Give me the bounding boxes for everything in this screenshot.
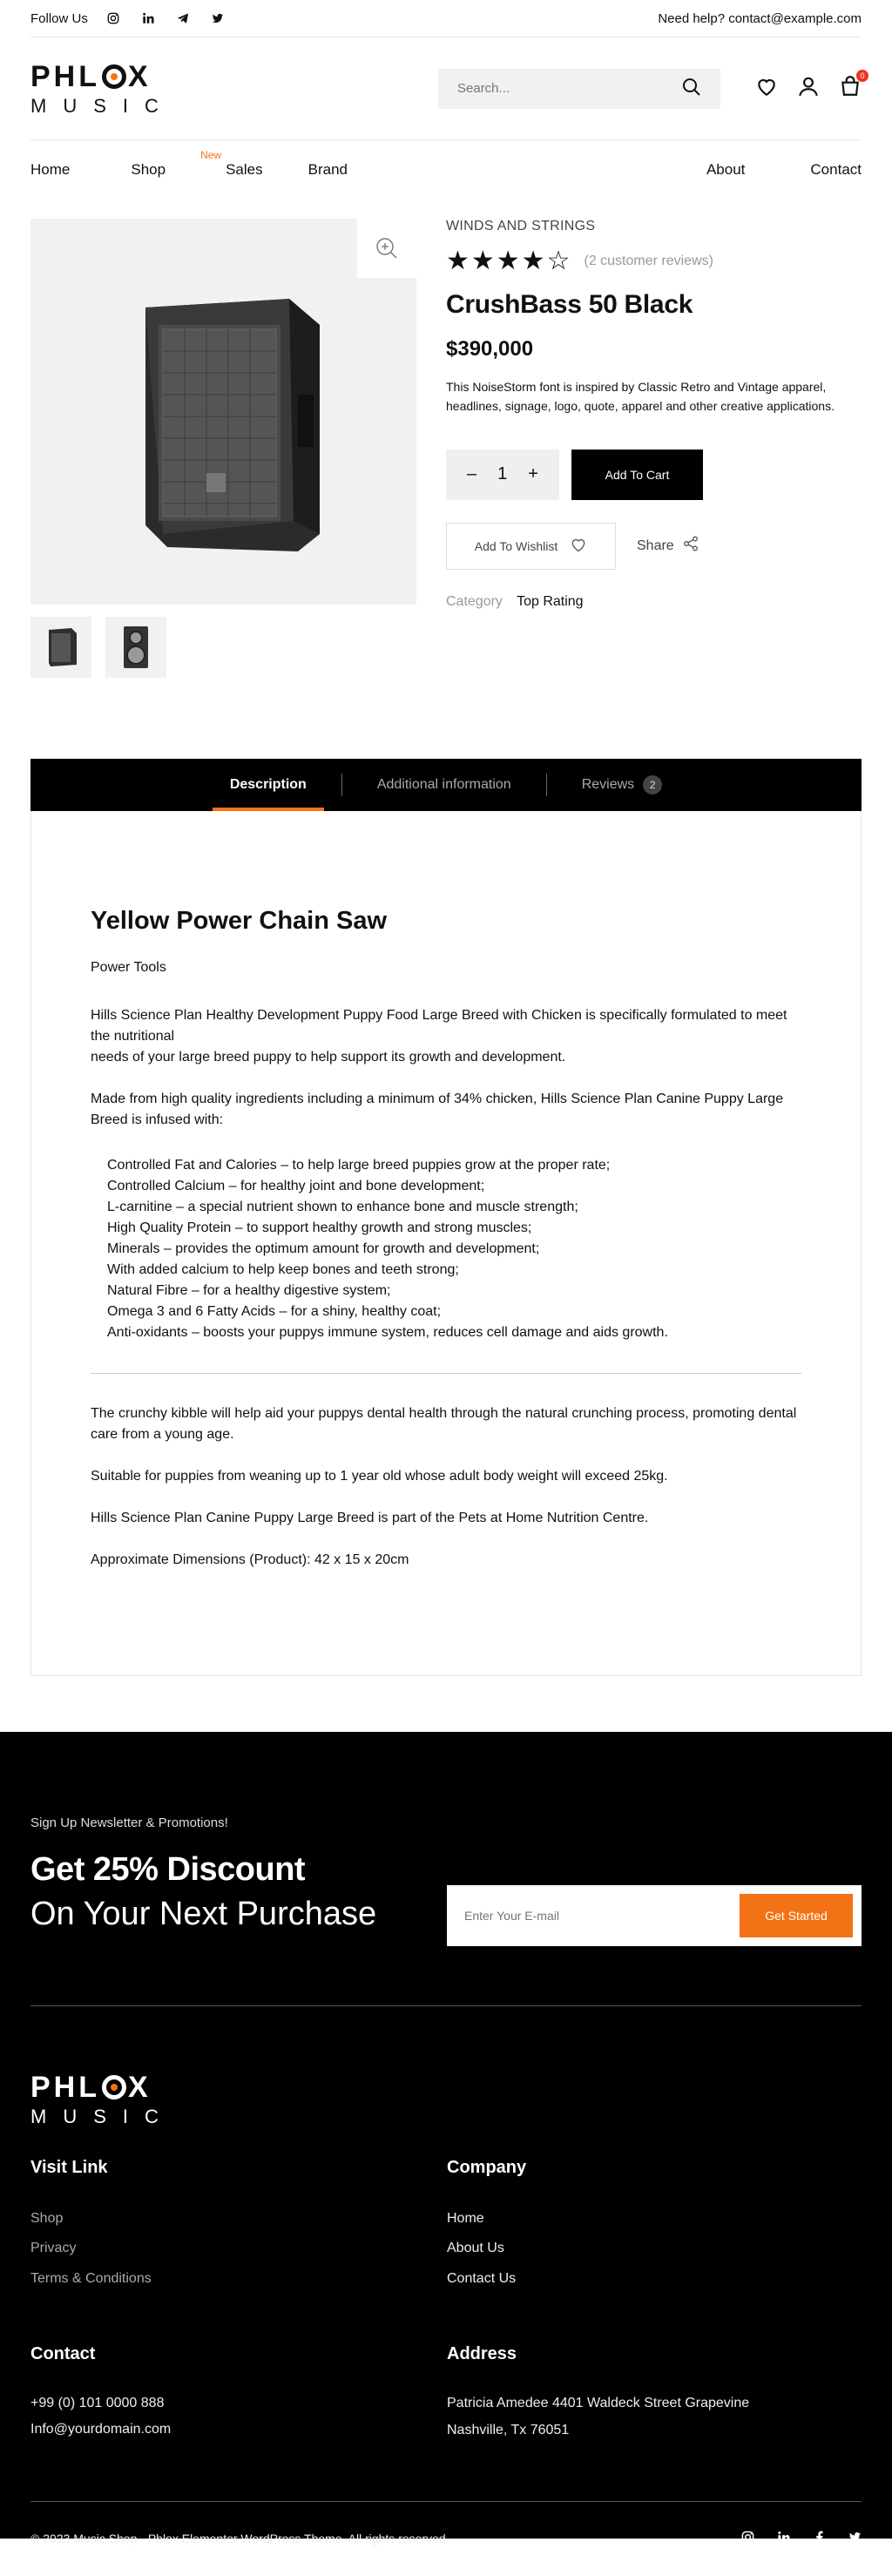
product-price: $390,000 [446,337,534,361]
description-panel [30,811,862,1676]
footer-link-terms[interactable]: Terms & Conditions [30,2270,152,2286]
product-description: This NoiseStorm font is inspired by Classic Retro and Vintage apparel, headlines, signage, logo, quote, apparel and other creative applications. [446,380,835,414]
list-item: Minerals – provides the optimum amount for growth and development; [107,1241,540,1256]
address-info [447,2344,862,2444]
user-icon[interactable] [797,75,820,102]
tab-additional-information[interactable]: Additional information [376,777,511,792]
discount-subheading: On Your Next Purchase [30,1896,377,1932]
top-bar [30,0,862,37]
company-links [447,2158,862,2294]
help-contact[interactable]: Need help? contact@example.com [658,10,862,26]
linkedin-icon[interactable] [777,2531,790,2546]
content-paragraph: The crunchy kibble will help aid your puppys dental health through the natural crunching process, promoting dental care from a young age. [91,1406,797,1442]
list-item: Anti-oxidants – boosts your puppys immune system, reduces cell damage and aids growth. [107,1325,668,1340]
cart-count-badge: 0 [856,70,868,82]
instagram-icon[interactable] [741,2531,754,2546]
get-started-button[interactable]: Get Started [740,1894,853,1937]
newsletter-label: Sign Up Newsletter & Promotions! [30,1815,228,1830]
thumbnail-1[interactable] [30,617,91,678]
footer-link-home[interactable]: Home [447,2211,484,2226]
new-badge: New [200,149,222,161]
reviews-count-badge: 2 [643,775,662,794]
list-item: Controlled Calcium – for healthy joint and bone development; [107,1179,485,1193]
product-info [446,219,861,678]
footer-bottom [30,2501,862,2576]
content-divider [91,1373,801,1374]
product-title: CrushBass 50 Black [446,290,693,319]
category-label: Category [446,593,503,609]
main-nav [30,140,862,199]
list-item: With added calcium to help keep bones and teeth strong; [107,1262,459,1277]
address-title: Address [447,2344,517,2364]
footer-link-contact[interactable]: Contact Us [447,2270,517,2286]
qty-value[interactable]: 1 [497,464,508,484]
ingredient-list [91,1155,801,1343]
search-icon[interactable] [682,78,701,100]
tab-reviews-label: Reviews [581,777,635,792]
linkedin-icon[interactable] [142,12,154,24]
content-paragraph: Hills Science Plan Canine Puppy Large Breed is part of the Pets at Home Nutrition Centre. [91,1511,649,1525]
product-rating [446,248,861,274]
content-heading: Yellow Power Chain Saw [91,907,388,935]
nav-shop[interactable] [131,149,222,179]
add-to-cart-button[interactable]: Add To Cart [571,450,703,500]
contact-title: Contact [30,2344,96,2364]
reviews-link[interactable]: (2 customer reviews) [584,254,713,268]
cart-icon[interactable] [839,71,865,102]
product-section [30,219,862,678]
list-item: Omega 3 and 6 Fatty Acids – for a shiny, healthy coat; [107,1304,442,1319]
content-paragraph: Suitable for puppies from weaning up to 1 year old whose adult body weight will exceed 25kg. [91,1469,668,1484]
list-item: L-carnitine – a special nutrient shown to enhance bone and muscle strength; [107,1200,578,1214]
content-paragraph: Made from high quality ingredients including a minimum of 34% chicken, Hills Science Plan Canine Puppy Large Breed is infused with: [91,1092,784,1127]
search-input[interactable] [457,81,666,96]
follow-label: Follow Us [30,10,88,26]
email-address[interactable]: Info@yourdomain.com [30,2421,172,2437]
nav-sales[interactable]: Sales [226,161,263,178]
list-item: Natural Fibre – for a healthy digestive system; [107,1283,391,1298]
content-p1-line2: needs of your large breed puppy to help support its growth and development. [91,1050,566,1065]
twitter-icon[interactable] [848,2531,862,2546]
email-input[interactable] [464,1909,708,1923]
content-paragraph [91,1005,801,1068]
product-category[interactable]: WINDS AND STRINGS [446,219,596,233]
thumbnail-2[interactable] [105,617,166,678]
tab-description[interactable]: Description [195,759,341,811]
product-main-image[interactable] [30,219,416,605]
telegram-icon[interactable] [177,12,189,24]
share-icon [683,536,699,556]
list-item: Controlled Fat and Calories – to help large breed puppies grow at the proper rate; [107,1158,611,1173]
nav-about[interactable]: About [706,161,746,178]
star-rating: ★★★★☆ [446,247,572,275]
discount-heading: Get 25% Discount [30,1851,306,1888]
footer-divider [30,2005,862,2006]
list-item: High Quality Protein – to support healthy growth and strong muscles; [107,1220,532,1235]
product-gallery [30,219,416,678]
address-line: Patricia Amedee 4401 Waldeck Street Grapevine [447,2396,750,2411]
qty-plus-button[interactable]: + [528,464,538,484]
site-header [30,37,865,140]
company-title: Company [447,2158,527,2177]
speaker-image [111,273,337,551]
wishlist-label: Add To Wishlist [474,538,558,553]
nav-shop-label: Shop [131,161,166,178]
newsletter [30,1732,862,1946]
site-footer [0,1732,892,2546]
share-button[interactable] [637,536,699,556]
twitter-icon[interactable] [212,12,224,24]
share-label: Share [637,538,674,553]
heart-icon[interactable] [755,75,778,102]
contact-info [30,2344,447,2444]
category-row [446,594,861,610]
site-logo[interactable]: PHL X MUSIC [30,59,175,117]
subscribe-form [447,1885,862,1946]
phone-number[interactable]: +99 (0) 101 0000 888 [30,2396,165,2411]
visit-title: Visit Link [30,2158,108,2177]
address-line: Nashville, Tx 76051 [447,2422,570,2437]
add-to-wishlist-button[interactable] [446,523,616,570]
quantity-stepper [446,450,559,500]
visit-links [30,2158,447,2294]
footer-logo[interactable]: PHL X MUSIC [30,2071,175,2127]
nav-brand[interactable]: Brand [307,161,348,178]
content-paragraph: Approximate Dimensions (Product): 42 x 15 x 20cm [91,1552,409,1567]
footer-link-privacy[interactable]: Privacy [30,2241,77,2256]
instagram-icon[interactable] [107,12,119,24]
footer-link-about[interactable]: About Us [447,2241,504,2256]
zoom-icon[interactable] [357,219,416,278]
product-tabs [30,759,862,811]
nav-contact[interactable]: Contact [810,161,862,178]
nav-home[interactable]: Home [30,161,71,178]
tab-reviews[interactable] [547,759,697,811]
search-box [438,69,720,109]
qty-minus-button[interactable]: – [467,464,477,484]
category-link[interactable]: Top Rating [517,593,584,609]
copyright: © 2023 Music Shop - Phlox Elementor WordPress Theme. All rights reserved. [30,2532,449,2546]
content-p1-line1: Hills Science Plan Healthy Development Puppy Food Large Breed with Chicken is specifically formulated to meet the nutritional [91,1008,787,1044]
heart-icon [570,536,587,556]
facebook-icon[interactable] [813,2531,826,2546]
footer-link-shop[interactable]: Shop [30,2211,64,2226]
content-subheading: Power Tools [91,960,166,975]
